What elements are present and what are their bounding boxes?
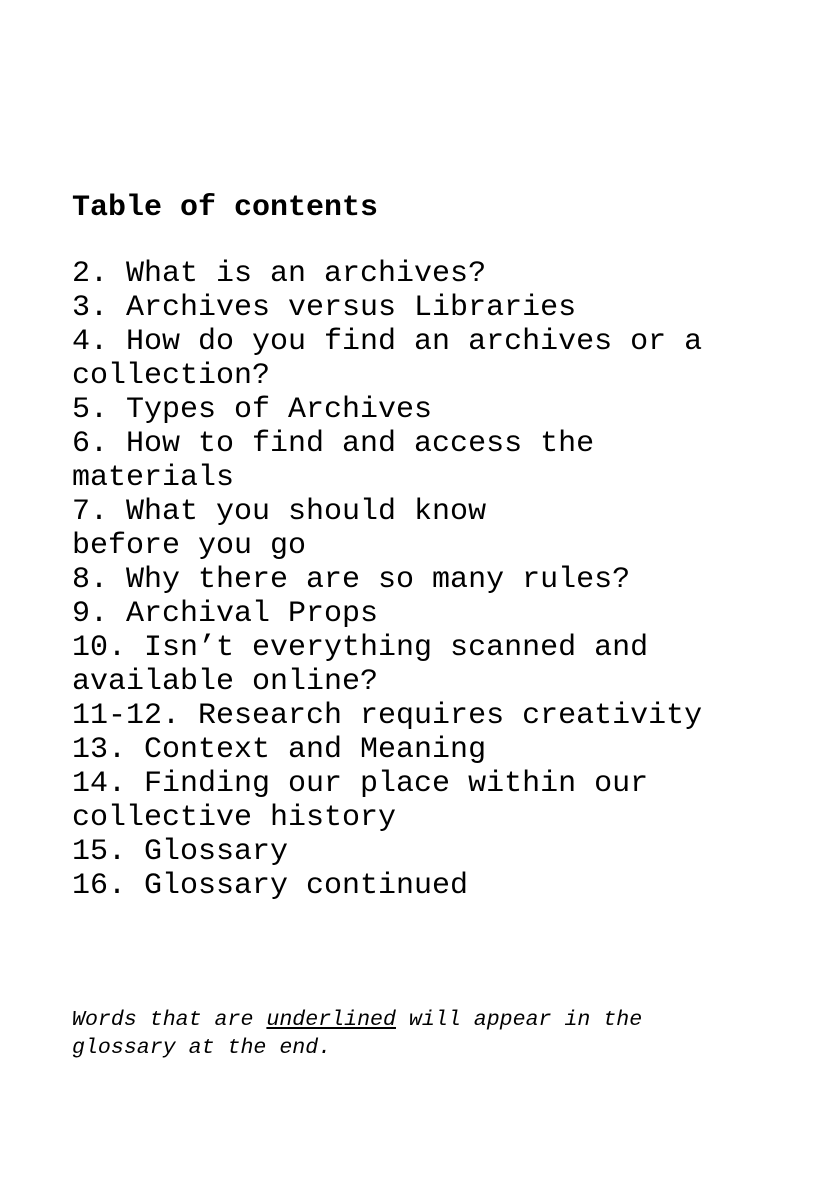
toc-line: 6. How to find and access the xyxy=(72,427,595,461)
toc-line: available online? xyxy=(72,665,379,699)
toc-line: 16. Glossary continued xyxy=(72,869,469,903)
toc-line: before you go xyxy=(72,529,307,563)
toc-line: 15. Glossary xyxy=(72,835,289,869)
footnote-underlined-word: underlined xyxy=(266,1008,396,1032)
toc-line: 13. Context and Meaning xyxy=(72,733,487,767)
glossary-footnote xyxy=(72,1006,792,1062)
toc-line: 3. Archives versus Libraries xyxy=(72,291,577,325)
toc-line: 11-12. Research requires creativity xyxy=(72,699,703,733)
footnote-line-2: glossary at the end. xyxy=(72,1036,332,1060)
toc-line: 5. Types of Archives xyxy=(72,393,433,427)
toc-line: 4. How do you find an archives or a xyxy=(72,325,703,359)
toc-line: collective history xyxy=(72,801,397,835)
footnote-text-start: Words that are xyxy=(72,1008,267,1032)
toc-list xyxy=(72,257,772,903)
toc-line: collection? xyxy=(72,359,271,393)
toc-line: materials xyxy=(72,461,235,495)
toc-heading: Table of contents xyxy=(72,191,379,225)
toc-line: 14. Finding our place within our xyxy=(72,767,649,801)
toc-line: 9. Archival Props xyxy=(72,597,379,631)
toc-line: 8. Why there are so many rules? xyxy=(72,563,631,597)
toc-line: 7. What you should know xyxy=(72,495,487,529)
footnote-text-end: will appear in the xyxy=(395,1008,643,1032)
toc-line: 2. What is an archives? xyxy=(72,257,487,291)
toc-line: 10. Isn’t everything scanned and xyxy=(72,631,649,665)
